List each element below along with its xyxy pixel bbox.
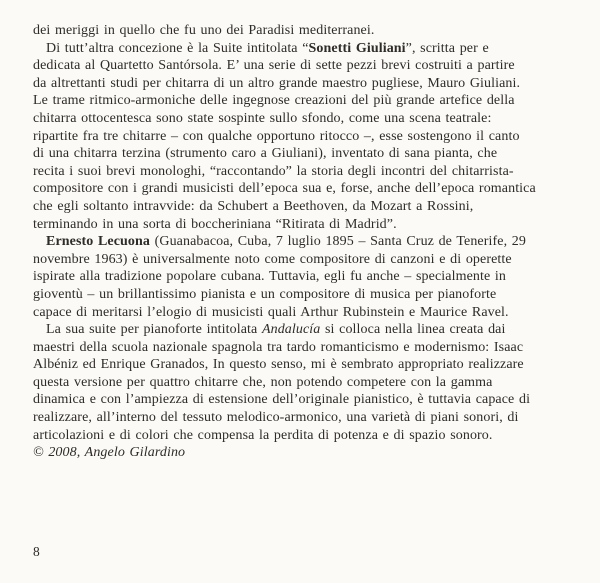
text-run: chitarra ottocentesca sono state sospinte sullo sfondo, come una scena teatrale: xyxy=(33,110,492,126)
text-run: dedicata al Quartetto Santórsola. E’ una serie di sette pezzi brevi costruiti a partire xyxy=(33,58,515,74)
text-run: compositore con i grandi musicisti dell’epoca sua e, forse, anche dell’epoca romantica xyxy=(33,181,536,197)
text-run: dinamica e con l’ampiezza di estensione dell’originale pianistico, è tuttavia capace di xyxy=(33,392,531,408)
text-line xyxy=(33,216,578,234)
text-line xyxy=(33,75,578,93)
text-run: terminando in una sorta di boccheriniana “Ritirata di Madrid”. xyxy=(33,216,397,232)
text-line xyxy=(33,356,578,374)
text-run: articolazioni e di colori che compensa la perdita di potenza e di spazio sonoro. xyxy=(33,427,493,443)
text-line xyxy=(33,233,578,251)
text-line xyxy=(33,268,578,286)
text-line xyxy=(33,128,578,146)
text-line xyxy=(33,22,578,40)
text-line xyxy=(33,145,578,163)
text-run: che egli soltanto intravvide: da Schubert a Beethoven, da Mozart a Rossini, xyxy=(33,198,474,214)
text-run: recita i suoi brevi monologhi, “raccontando” la storia degli incontri del chitarrista- xyxy=(33,163,514,179)
text-line xyxy=(33,286,578,304)
text-run: ripartite fra tre chitarre – con qualche opportuno ritocco –, esse sostengono il canto xyxy=(33,128,520,144)
text-run: Le trame ritmico-armoniche delle ingegnose creazioni del più grande artefice della xyxy=(33,93,515,109)
text-run: realizzare, all’interno del tessuto melodico-armonico, una varietà di piani sonori, di xyxy=(33,410,519,426)
text-line xyxy=(33,374,578,392)
text-run: novembre 1963) è universalmente noto come compositore di canzoni e di operette xyxy=(33,251,512,267)
text-line xyxy=(33,110,578,128)
text-line xyxy=(33,180,578,198)
text-line xyxy=(33,57,578,75)
text-run: La sua suite per pianoforte intitolata xyxy=(46,322,262,338)
text-line xyxy=(33,391,578,409)
text-line xyxy=(33,304,578,322)
text-run: Albéniz ed Enrique Granados, In questo senso, mi è sembrato appropriato realizzare xyxy=(33,357,524,373)
text-run: gioventù – un brillantissimo pianista e un compositore di musica per pianoforte xyxy=(33,286,497,302)
text-run: questa versione per quattro chitarre che, non potendo competere con la gamma xyxy=(33,374,493,390)
text-run: Sonetti Giuliani xyxy=(308,40,406,56)
text-line xyxy=(33,339,578,357)
text-run: ”, scritta per e xyxy=(405,40,489,56)
text-run: capace di meritarsi l’elogio di musicisti quali Arthur Rubinstein e Maurice Ravel. xyxy=(33,304,509,320)
page-number: 8 xyxy=(33,544,40,559)
text-run: si colloca nella linea creata dai xyxy=(320,322,506,338)
text-line xyxy=(33,163,578,181)
text-line xyxy=(33,40,578,58)
text-line xyxy=(33,198,578,216)
text-run: da altrettanti studi per chitarra di un altro grande maestro pugliese, Mauro Giuliani. xyxy=(33,75,521,91)
text-block xyxy=(33,22,578,462)
text-run: ispirate alla tradizione popolare cubana. Tuttavia, egli fu anche – specialmente in xyxy=(33,269,506,285)
text-line xyxy=(33,321,578,339)
text-run: © 2008, Angelo Gilardino xyxy=(33,445,186,461)
text-run: Di tutt’altra concezione è la Suite intitolata “ xyxy=(46,40,309,56)
text-run: di una chitarra terzina (strumento caro a Giuliani), inventato di sana pianta, che xyxy=(33,146,498,162)
text-run: maestri della scuola nazionale spagnola tra tardo romanticismo e modernismo: Isaac xyxy=(33,339,524,355)
text-run: dei meriggi in quello che fu uno dei Paradisi mediterranei. xyxy=(33,23,375,38)
text-run: Andalucía xyxy=(261,322,321,338)
text-run: (Guanabacoa, Cuba, 7 luglio 1895 – Santa Cruz de Tenerife, 29 xyxy=(150,234,526,250)
text-line xyxy=(33,444,578,462)
text-line xyxy=(33,92,578,110)
text-line xyxy=(33,427,578,445)
text-line xyxy=(33,409,578,427)
text-run: Ernesto Lecuona xyxy=(46,234,150,250)
text-line xyxy=(33,251,578,269)
